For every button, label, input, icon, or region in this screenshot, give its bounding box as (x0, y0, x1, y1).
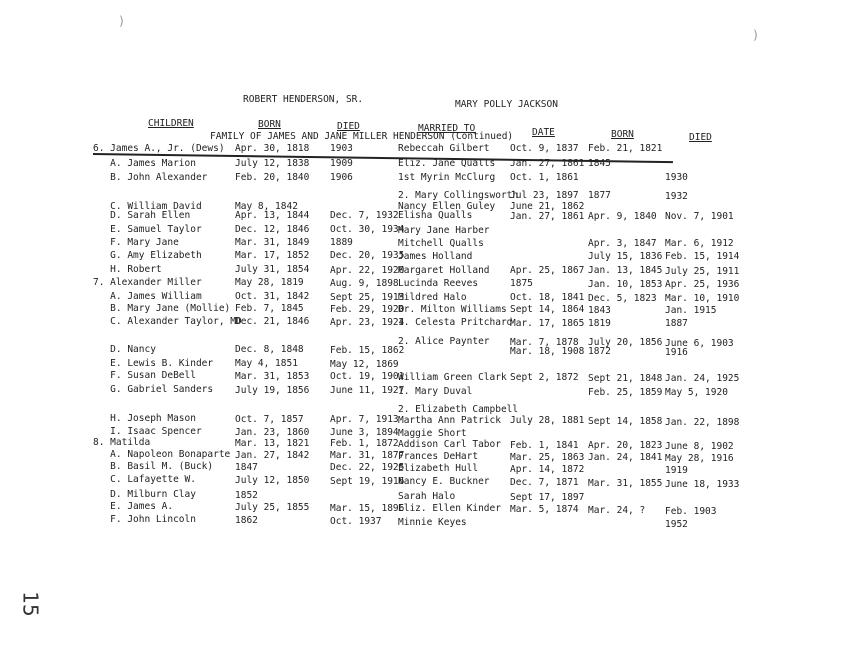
child-name: G. Gabriel Sanders (93, 384, 214, 395)
col-born2: BORN (611, 129, 634, 140)
marriage-date: Oct. 1, 1861 (510, 172, 579, 184)
spouse-name: Minnie Keyes (398, 516, 467, 528)
child-died: Dec. 22, 1925 (330, 462, 405, 474)
spouse-born: July 20, 1856 (588, 337, 663, 349)
col-died: DIED (337, 121, 360, 132)
child-name: F. John Lincoln (93, 514, 196, 525)
child-died: Aug. 9, 1898 (330, 277, 399, 289)
spouse-died: June 18, 1933 (665, 478, 740, 490)
spouse-name: Rebeccah Gilbert (398, 143, 490, 154)
spouse-died: Jan. 1915 (665, 305, 717, 317)
child-born: 1852 (235, 489, 258, 501)
child-born: Dec. 21, 1846 (235, 316, 310, 328)
col-born: BORN (258, 119, 281, 130)
child-name: A. James William (93, 291, 202, 302)
spouse-died: Mar. 6, 1912 (665, 238, 734, 250)
spouse-name: Eliz. Jane Qualls (398, 158, 496, 170)
child-name: B. Mary Jane (Mollie) (93, 303, 231, 314)
child-died: 1906 (330, 172, 353, 184)
marriage-date: Mar. 25, 1863 (510, 451, 585, 463)
spouse-died: July 25, 1911 (665, 265, 740, 277)
spouse-name: Nancy E. Buckner (398, 476, 490, 488)
child-born: May 28, 1819 (235, 277, 304, 289)
spouse-died: Nov. 7, 1901 (665, 210, 734, 222)
spouse-name: Lucinda Reeves (398, 277, 479, 289)
child-died: June 3, 1894 (330, 427, 399, 439)
col-died2: DIED (689, 132, 712, 143)
child-died: Oct. 1937 (330, 515, 382, 527)
child-born: Feb. 20, 1840 (235, 172, 310, 184)
spouse-died: 1932 (665, 190, 688, 202)
spouse-died: 1952 (665, 519, 688, 531)
spouse-name: William Green Clark (398, 371, 507, 383)
marriage-date: Sept 17, 1897 (510, 492, 585, 504)
child-born: Oct. 7, 1857 (235, 413, 304, 425)
spouse-born: Apr. 9, 1840 (588, 210, 657, 222)
child-name: C. Alexander Taylor, MD (93, 316, 242, 327)
child-died: Sept 19, 1916 (330, 475, 405, 487)
spouse-name: 1. Celesta Pritchard (398, 317, 513, 329)
spouse-died: Mar. 10, 1910 (665, 292, 740, 304)
child-born: Dec. 8, 1848 (235, 344, 304, 356)
child-born: Jan. 23, 1860 (235, 426, 310, 438)
spouse-born: Jan. 13, 1845 (588, 265, 663, 277)
col-married: MARRIED TO (418, 123, 476, 134)
spouse-born: Feb. 21, 1821 (588, 143, 663, 154)
spouse-died: 1930 (665, 172, 688, 184)
spouse-name: Mitchell Qualls (398, 237, 484, 249)
child-born: May 4, 1851 (235, 358, 298, 370)
child-died: Apr. 23, 1924 (330, 316, 405, 328)
child-born: July 12, 1838 (235, 158, 310, 170)
spouse-born: Sept 14, 1858 (588, 416, 663, 427)
marriage-date: Apr. 25, 1867 (510, 265, 585, 277)
spouse-name: Frances DeHart (398, 451, 479, 463)
spouse-name: 2. Elizabeth Campbell (398, 403, 519, 415)
marriage-date: Feb. 1, 1841 (510, 439, 579, 451)
child-born: Mar. 31, 1853 (235, 370, 310, 382)
family-title: FAMILY OF JAMES AND JANE MILLER HENDERSON (Continued) (210, 131, 514, 142)
spouse-name: Martha Ann Patrick (398, 414, 501, 426)
marriage-date: July 28, 1881 (510, 415, 585, 427)
child-name: I. Isaac Spencer (93, 426, 202, 437)
marriage-date: June 21, 1862 (510, 201, 585, 213)
child-died: Dec. 7, 1932 (330, 210, 399, 222)
spouse-name: 2. Mary Collingsworth (398, 190, 519, 202)
mother-name: MARY POLLY JACKSON (455, 99, 558, 110)
spouse-born: 1845 (588, 158, 611, 170)
child-born: Apr. 13, 1844 (235, 210, 310, 222)
child-died: Apr. 7, 1913 (330, 414, 399, 426)
child-born: Mar. 13, 1821 (235, 437, 310, 449)
child-name: B. John Alexander (93, 172, 208, 183)
spouse-name: Sarah Halo (398, 491, 456, 503)
child-died: Mar. 15, 1896 (330, 502, 405, 514)
spouse-name: Mary Jane Harber (398, 224, 490, 236)
marriage-date: Sept 2, 1872 (510, 372, 579, 384)
child-died: Oct. 19, 1901 (330, 371, 405, 383)
marriage-date: Mar. 17, 1865 (510, 317, 585, 329)
marriage-date: Mar. 18, 1908 (510, 345, 585, 357)
spouse-died: Apr. 25, 1936 (665, 278, 740, 290)
spouse-born: 1877 (588, 190, 611, 202)
child-died: Mar. 31, 1877 (330, 450, 405, 462)
page-number: 15 (18, 591, 43, 617)
spouse-name: Elisha Qualls (398, 210, 473, 222)
spouse-born: July 15, 1836 (588, 251, 663, 263)
marriage-date: Jan. 27, 1861 (510, 210, 585, 222)
spouse-born: Apr. 20, 1823 (588, 440, 663, 452)
child-name: A. Napoleon Bonaparte (93, 449, 231, 460)
spouse-died: June 6, 1903 (665, 337, 734, 349)
marriage-date: Dec. 7, 1871 (510, 477, 579, 488)
child-name: E. James A. (93, 501, 174, 512)
father-name: ROBERT HENDERSON, SR. (243, 94, 364, 105)
marriage-date: Mar. 5, 1874 (510, 504, 579, 516)
marriage-date: Oct. 9, 1837 (510, 143, 579, 154)
child-born: Apr. 30, 1818 (235, 143, 310, 154)
spouse-born: Dec. 5, 1823 (588, 292, 657, 304)
spouse-died: Jan. 24, 1925 (665, 373, 740, 385)
spouse-died: Feb. 1903 (665, 505, 717, 517)
spouse-name: Dr. Milton Williams (398, 304, 507, 316)
child-born: July 19, 1856 (235, 384, 310, 396)
spouse-name: Eliz. Ellen Kinder (398, 503, 501, 515)
child-born: July 12, 1850 (235, 474, 310, 486)
spouse-name: Addison Carl Tabor (398, 438, 501, 450)
spouse-died: Feb. 15, 1914 (665, 251, 740, 263)
spouse-born: 1843 (588, 304, 611, 316)
spouse-born: Mar. 24, ? (588, 505, 646, 517)
child-died: Feb. 29, 1920 (330, 303, 405, 315)
child-died: May 12, 1869 (330, 358, 399, 370)
child-born: 1862 (235, 514, 258, 526)
child-died: Apr. 22, 1920 (330, 264, 405, 276)
spouse-died: May 28, 1916 (665, 453, 734, 465)
spouse-born: Jan. 10, 1853 (588, 278, 663, 290)
marriage-date: Apr. 14, 1872 (510, 463, 585, 475)
spouse-died: 1916 (665, 346, 688, 358)
spouse-name: Maggie Short (398, 427, 467, 439)
child-born: Mar. 31, 1849 (235, 237, 310, 249)
child-born: May 8, 1842 (235, 201, 298, 213)
scan-mark: ) (752, 28, 760, 42)
child-name: F. Susan DeBell (93, 370, 196, 381)
spouse-born: Mar. 31, 1855 (588, 477, 663, 489)
spouse-died: 1887 (665, 318, 688, 330)
spouse-name: 2. Alice Paynter (398, 336, 490, 348)
child-born: 1847 (235, 461, 258, 473)
spouse-name: Margaret Holland (398, 264, 490, 276)
child-born: July 31, 1854 (235, 264, 310, 276)
child-died: June 11, 1927 (330, 385, 405, 397)
spouse-born: Sept 21, 1848 (588, 372, 663, 384)
child-name: 7. Alexander Miller (93, 277, 202, 288)
child-name: F. Mary Jane (93, 237, 179, 248)
spouse-name: Nancy Ellen Guley (398, 201, 496, 213)
spouse-name: 1st Myrin McClurg (398, 172, 496, 184)
child-name: C. Lafayette W. (93, 474, 196, 485)
child-died: Dec. 20, 1935 (330, 250, 405, 262)
child-name: E. Lewis B. Kinder (93, 358, 214, 369)
child-name: D. Sarah Ellen (93, 210, 191, 221)
child-name: E. Samuel Taylor (93, 224, 202, 235)
child-died: 1889 (330, 237, 353, 249)
scan-mark: ) (118, 14, 126, 28)
marriage-date: 1875 (510, 278, 533, 290)
child-name: D. Nancy (93, 344, 156, 355)
spouse-name: Elizabeth Hull (398, 463, 479, 475)
child-name: C. William David (93, 201, 202, 212)
marriage-date: Jul 23, 1897 (510, 190, 579, 202)
spouse-name: Mildred Halo (398, 291, 467, 303)
child-name: 6. James A., Jr. (Dews) (93, 143, 225, 154)
child-born: July 25, 1855 (235, 501, 310, 513)
spouse-died: 1919 (665, 465, 688, 477)
spouse-born: 1872 (588, 346, 611, 358)
child-name: H. Robert (93, 264, 162, 275)
marriage-date: Mar. 7, 1878 (510, 336, 579, 348)
spouse-died: May 5, 1920 (665, 387, 728, 399)
spouse-name: James Holland (398, 250, 473, 262)
child-name: 8. Matilda (93, 437, 151, 448)
child-born: Mar. 17, 1852 (235, 250, 310, 262)
spouse-born: Apr. 3, 1847 (588, 238, 657, 250)
child-born: Oct. 31, 1842 (235, 291, 310, 303)
child-died: 1909 (330, 158, 353, 170)
marriage-date: Oct. 18, 1841 (510, 292, 585, 304)
spouse-born: Feb. 25, 1859 (588, 386, 663, 398)
child-died: 1903 (330, 143, 353, 154)
child-name: G. Amy Elizabeth (93, 250, 202, 261)
spouse-name: 1. Mary Duval (398, 385, 473, 397)
child-name: A. James Marion (93, 158, 196, 169)
marriage-date: Sept 14, 1864 (510, 304, 585, 316)
child-name: D. Milburn Clay (93, 489, 196, 500)
col-children: CHILDREN (148, 118, 194, 129)
spouse-died: June 8, 1902 (665, 440, 734, 452)
child-born: Feb. 7, 1845 (235, 303, 304, 315)
child-died: Feb. 1, 1872 (330, 438, 399, 450)
marriage-date: Jan. 27, 1861 (510, 158, 585, 170)
child-died: Oct. 30, 1934 (330, 224, 405, 236)
child-name: B. Basil M. (Buck) (93, 461, 214, 472)
spouse-born: Jan. 24, 1841 (588, 452, 663, 464)
child-born: Jan. 27, 1842 (235, 449, 310, 461)
spouse-died: Jan. 22, 1898 (665, 416, 740, 428)
child-died: Feb. 15, 1862 (330, 344, 405, 356)
child-born: Dec. 12, 1846 (235, 224, 310, 236)
child-died: Sept 25, 1913 (330, 291, 405, 303)
spouse-born: 1819 (588, 317, 611, 329)
child-name: H. Joseph Mason (93, 413, 196, 424)
col-date: DATE (532, 127, 555, 138)
